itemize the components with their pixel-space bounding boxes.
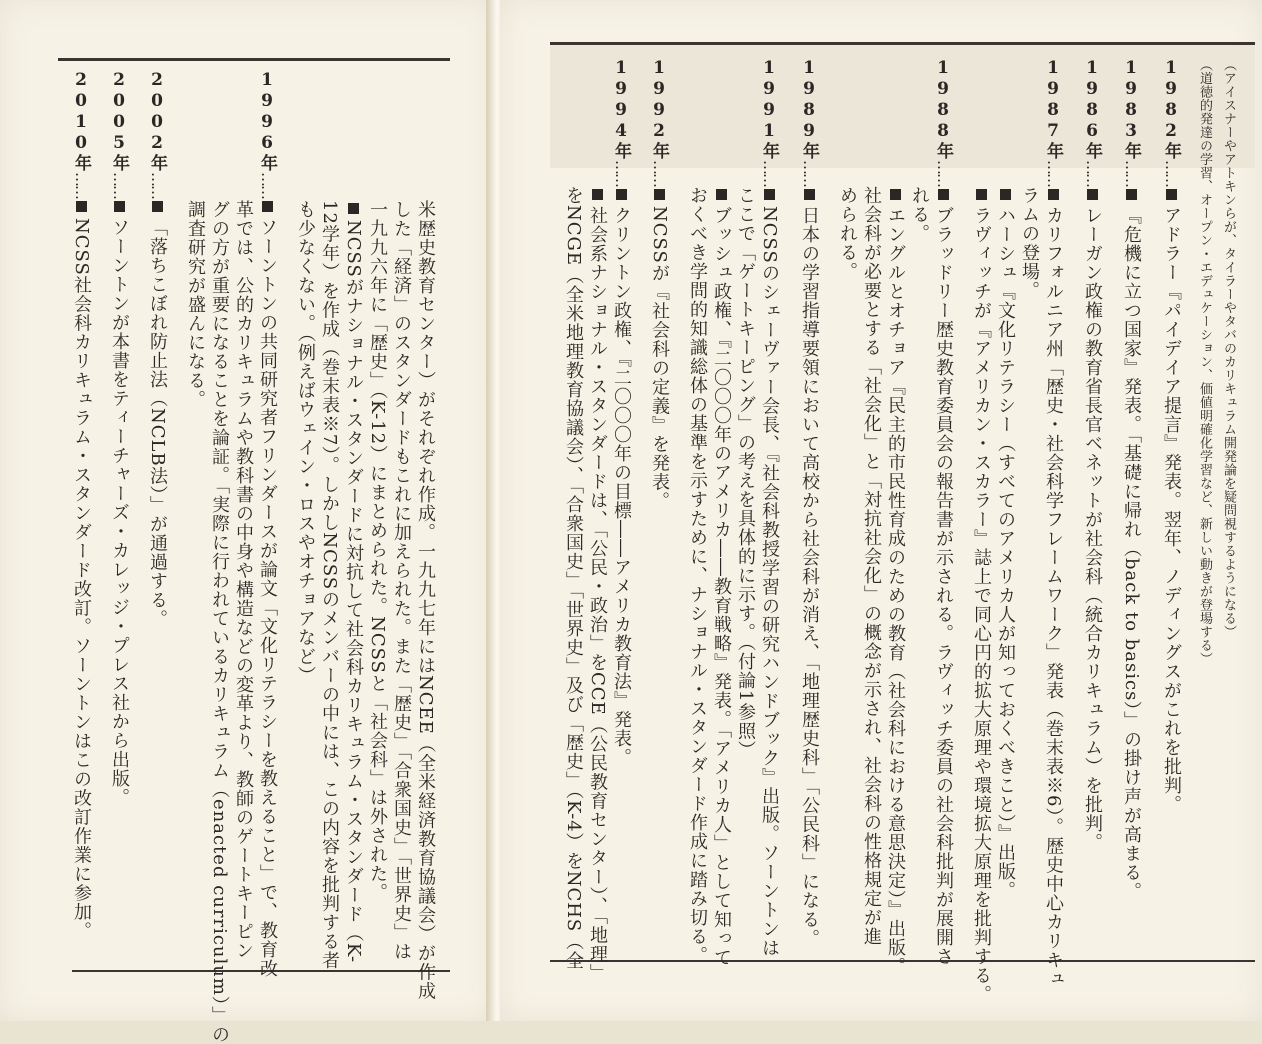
carry-over-line: した「経済」のスタンダードもこれに加えられた。また「歴史」「合衆国史」「世界史」は [391,200,412,961]
bullet-square-icon [592,189,603,200]
entry-year: 2010年 [71,70,91,172]
timeline-entry [1122,58,1140,901]
timeline-entry [972,186,990,1004]
entry-year: 1986年 [1082,58,1102,160]
carry-over-line: 米歴史教育センター）がそれぞれ作成。一九九七年にはNCEE（全米経済教育協議会）が作成 [415,200,436,1001]
entry-text: 「落ちこぼれ防止法（NCLB法）」が通過する。 [147,218,168,629]
entry-text: ブラッドリー歴史教育委員会の報告書が示される。ラヴィッチ委員の社会科批判が展開さ [933,206,954,966]
carry-over-line: 一九九六年に「歴史」（K-12）にまとめられた。NCSSと「社会科」は外された。 [367,200,388,902]
timeline-entry [650,58,668,511]
entry-continuation: をNCGE（全米地理教育協議会）、「合衆国史」「世界史」及び「歴史」（K-4）をNCHS（全 [563,186,584,971]
entry-year: 1996年 [257,70,277,172]
timeline-entry [996,186,1014,900]
bullet-square-icon [616,189,627,200]
entry-text: 日本の学習指導要領において高校から社会科が消え、「地理歴史科」「公民科」になる。 [799,206,820,948]
entry-year: 2002年 [147,70,167,172]
leader-dots: …… [148,172,166,198]
bullet-square-icon [262,201,273,212]
entry-year: 1991年 [759,58,779,160]
entry-text: NCSSがナショナル・スタンダードに対抗して社会科カリキュラム・スタンダード（K- [343,220,364,964]
entry-text: レーガン政権の教育省長官ベネットが社会科（統合カリキュラム）を批判。 [1082,206,1103,852]
leader-dots: …… [1083,160,1101,186]
bullet-square-icon [1166,189,1177,200]
bullet-square-icon [938,189,949,200]
entry-continuation: 12学年）を作成（巻末表※7）。しかしNCSSのメンバーの中には、この内容を批判する者 [319,200,340,971]
bullet-square-icon [1048,189,1059,200]
entry-text: ソーントンが本書をティーチャーズ・カレッジ・プレス社から出版。 [109,218,130,807]
leader-dots: …… [934,160,952,186]
leader-dots: …… [72,172,90,198]
entry-continuation: グの方が重要になることを論証。「実際に行われているカリキュラム（enacted curriculum）」の [209,200,230,1044]
leader-dots: …… [800,160,818,186]
entry-text: ラヴィッチが『アメリカン・スカラー』誌上で同心円的拡大原理や環境拡大原理を批判する。 [971,206,992,1004]
timeline-entry [1044,58,1062,988]
bullet-square-icon [654,189,665,200]
entry-text: アドラー『パイデイア提言』発表。翌年、ノディングスがこれを批判。 [1161,206,1182,814]
bullet-square-icon [976,189,987,200]
entry-year: 1983年 [1121,58,1141,160]
entry-continuation: ここで「ゲートキーピング」の考えを具体的に示す。（付論1参照） [735,186,756,760]
entry-continuation: 調査研究が盛んになる。 [185,200,206,409]
timeline-entry [886,186,904,976]
timeline-entry [612,58,630,767]
timeline-entry [344,200,362,963]
bullet-square-icon [1126,189,1137,200]
timeline-entry [110,70,128,807]
entry-text: クリントン政権、『二〇〇〇年の目標――アメリカ教育法』発表。 [611,206,632,767]
entry-year: 2005年 [109,70,129,172]
entry-text: NCSS社会科カリキュラム・スタンダード改訂。ソーントンはこの改訂作業に参加。 [71,218,92,941]
leader-dots: …… [258,172,276,198]
leader-dots: …… [612,160,630,186]
bullet-square-icon [1087,189,1098,200]
top-rule-left [58,58,450,61]
leader-dots: …… [1122,160,1140,186]
timeline-entry [712,186,730,967]
leader-dots: …… [650,160,668,186]
bullet-square-icon [1000,189,1011,200]
bullet-square-icon [114,201,125,212]
timeline-note: （アイスナーやアトキンらが、タイラーやタバのカリキュラム開発論を疑問視するようになる） [1221,58,1236,639]
top-rule-right [550,42,1255,45]
leader-dots: …… [1044,160,1062,186]
entry-year: 1989年 [799,58,819,160]
leader-dots: …… [110,172,128,198]
entry-text: NCSSが『社会科の定義』を発表。 [649,206,670,511]
entry-text: ブッシュ政権、『二〇〇〇年のアメリカ――教育戦略』発表。「アメリカ人」として知って [711,206,732,967]
bullet-square-icon [716,189,727,200]
entry-text: 『危機に立つ国家』発表。「基礎に帰れ（back to basics）」の掛け声が高まる。 [1121,206,1142,902]
bullet-square-icon [76,201,87,212]
entry-continuation: 革では、公的カリキュラムや教科書の中身や構造などの変革より、教師のゲートキーピン [233,200,254,960]
entry-text: エングルとオチョア『民主的市民性育成のための教育（社会科における意思決定）』出版。 [885,206,906,976]
entry-year: 1992年 [649,58,669,160]
entry-year: 1988年 [933,58,953,160]
entry-text: ソーントンの共同研究者フリンダースが論文「文化リテラシーを教えること」で、教育改 [257,218,278,978]
bullet-square-icon [152,201,163,212]
timeline-entry [934,58,952,966]
timeline-entry [588,186,606,983]
entry-continuation: 社会科が必要とする「社会化」と「対抗社会化」の概念が示され、社会科の性格規定が進 [861,186,882,946]
bullet-square-icon [764,189,775,200]
bullet-square-icon [348,203,359,214]
entry-continuation: れる。 [909,186,930,243]
entry-continuation: も少なくない。（例えばウェイン・ロスやオチョアなど） [295,200,316,685]
entry-continuation: ラムの登場。 [1019,186,1040,300]
bullet-square-icon [890,189,901,200]
entry-text: 社会系ナショナル・スタンダードは、「公民・政治」をCCE（公民教育センター）、「地理」 [587,206,608,983]
entry-continuation: おくべき学問的知識総体の基準を示すために、ナショナル・スタンダード作成に踏み切る。 [687,186,708,965]
entry-year: 1987年 [1043,58,1063,160]
bullet-square-icon [804,189,815,200]
timeline-entry [1083,58,1101,852]
entry-text: カリフォルニア州「歴史・社会科学フレームワーク」発表（巻末表※6）。歴史中心カリキュ [1043,206,1064,989]
entry-year: 1994年 [611,58,631,160]
leader-dots: …… [760,160,778,186]
timeline-entry [760,58,778,958]
timeline-entry [72,70,90,941]
leader-dots: …… [1162,160,1180,186]
entry-text: NCSSのシェーヴァー会長、『社会科教授学習の研究ハンドブック』出版。ソーントンは [759,206,780,958]
timeline-entry [148,70,166,629]
entry-continuation: められる。 [837,186,858,281]
timeline-entry [800,58,818,948]
timeline-entry [1162,58,1180,814]
entry-text: ハーシュ『文化リテラシー（すべてのアメリカ人が知っておくべきこと）』出版。 [995,206,1016,900]
timeline-note: （道徳的発達の学習、オープン・エデュケーション、価値明確化学習など、新しい動きが登場する） [1197,58,1212,666]
entry-year: 1982年 [1161,58,1181,160]
timeline-entry [258,70,276,978]
